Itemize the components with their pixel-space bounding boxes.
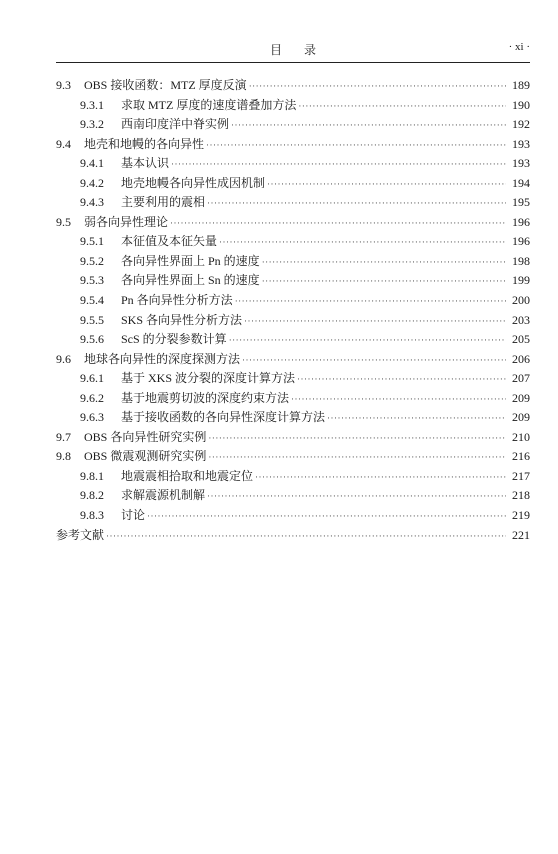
toc-entry-number: 9.5 — [56, 214, 71, 229]
toc-entry-page: 193 — [512, 156, 530, 171]
toc-entry-title: 各向异性界面上 Sn 的速度 — [121, 273, 260, 288]
toc-entry-number: 9.5.2 — [80, 253, 104, 268]
toc-entry-title: 地震震相拾取和地震定位 — [121, 468, 254, 483]
toc-entry-number: 9.3.1 — [80, 97, 104, 112]
dot-leader — [298, 97, 506, 117]
toc-entry-page: 196 — [512, 234, 530, 249]
toc-entry-number: 9.5.4 — [80, 293, 104, 308]
dot-leader — [147, 507, 506, 527]
toc-entry-title: 基于接收函数的各向异性深度计算方法 — [121, 410, 326, 425]
toc-entry-page: 195 — [512, 195, 530, 210]
toc-entry-title: 地球各向异性的深度探测方法 — [84, 351, 241, 366]
toc-entry-page: 219 — [512, 508, 530, 523]
dot-leader — [249, 77, 506, 97]
toc-entry-title: 基于 XKS 波分裂的深度计算方法 — [121, 371, 296, 386]
toc-entry-page: 199 — [512, 273, 530, 288]
toc-entry-title: 西南印度洋中脊实例 — [121, 117, 230, 132]
toc-entry-page: 189 — [512, 78, 530, 92]
toc-entry[interactable] — [56, 408, 530, 428]
toc-entry-page: 210 — [512, 429, 530, 444]
toc-entry[interactable] — [56, 467, 530, 487]
page-header — [56, 40, 530, 60]
toc-entry[interactable] — [56, 213, 530, 233]
toc-entry-number: 9.3 — [56, 78, 71, 92]
toc-entry-number: 9.5.6 — [80, 332, 104, 347]
dot-leader — [207, 487, 506, 507]
dot-leader — [235, 292, 506, 312]
toc-entry[interactable] — [56, 330, 530, 350]
toc-entry-number: 9.6.1 — [80, 371, 104, 386]
toc-entry-number: 9.4.3 — [80, 195, 104, 210]
toc-entry-page: 217 — [512, 468, 530, 483]
dot-leader — [231, 116, 506, 136]
toc-entry[interactable] — [56, 76, 530, 96]
toc-entry-number: 9.6.3 — [80, 410, 104, 425]
toc-entry[interactable] — [56, 447, 530, 467]
dot-leader — [267, 175, 506, 195]
toc-entry-title: OBS 微震观测研究实例 — [84, 449, 207, 464]
toc-entry-title: 本征值及本征矢量 — [121, 234, 218, 249]
table-of-contents — [56, 76, 530, 545]
toc-entry-title: OBS 各向异性研究实例 — [84, 429, 207, 444]
toc-entry-title: 地壳和地幔的各向异性 — [84, 136, 205, 151]
toc-entry-page: 190 — [512, 97, 530, 112]
toc-entry[interactable] — [56, 174, 530, 194]
toc-entry-page: 209 — [512, 410, 530, 425]
dot-leader — [327, 409, 506, 429]
toc-entry[interactable] — [56, 291, 530, 311]
toc-entry[interactable] — [56, 389, 530, 409]
toc-entry-number: 9.8.1 — [80, 468, 104, 483]
toc-entry-title: OBS 接收函数：MTZ 厚度反演 — [84, 78, 247, 92]
toc-entry-page: 203 — [512, 312, 530, 327]
toc-entry-title: 各向异性界面上 Pn 的速度 — [121, 253, 260, 268]
toc-entry-title: 基于地震剪切波的深度约束方法 — [121, 390, 290, 405]
toc-entry-title: 地壳地幔各向异性成因机制 — [121, 175, 266, 190]
toc-entry-number: 9.8.3 — [80, 508, 104, 523]
toc-entry-page: 209 — [512, 390, 530, 405]
dot-leader — [244, 312, 506, 332]
toc-entry[interactable] — [56, 154, 530, 174]
toc-entry[interactable] — [56, 135, 530, 155]
toc-entry-title: Pn 各向异性分析方法 — [121, 293, 233, 308]
dot-leader — [207, 194, 506, 214]
toc-entry-number: 9.8.2 — [80, 488, 104, 503]
dot-leader — [219, 233, 506, 253]
toc-entry-page: 221 — [512, 527, 530, 542]
dot-leader — [171, 155, 506, 175]
toc-entry-title: 主要利用的震相 — [121, 195, 206, 210]
toc-entry[interactable] — [56, 193, 530, 213]
toc-entry[interactable] — [56, 252, 530, 272]
toc-entry-title: 基本认识 — [121, 156, 170, 171]
header-title: 目录 — [269, 43, 338, 57]
toc-entry[interactable] — [56, 369, 530, 389]
dot-leader — [262, 253, 506, 273]
toc-entry-title: ScS 的分裂参数计算 — [121, 332, 227, 347]
toc-entry-page: 206 — [512, 351, 530, 366]
toc-entry-page: 196 — [512, 214, 530, 229]
toc-entry[interactable] — [56, 428, 530, 448]
toc-entry-number: 9.3.2 — [80, 117, 104, 132]
toc-entry-page: 218 — [512, 488, 530, 503]
dot-leader — [262, 272, 506, 292]
toc-entry-title: 求取 MTZ 厚度的速度谱叠加方法 — [121, 97, 297, 112]
toc-entry-number: 9.4 — [56, 136, 71, 151]
toc-entry-title: 参考文献 — [56, 527, 105, 542]
toc-entry-number: 9.5.1 — [80, 234, 104, 249]
toc-entry-number: 9.4.2 — [80, 175, 104, 190]
toc-entry-page: 207 — [512, 371, 530, 386]
toc-entry-page: 200 — [512, 293, 530, 308]
toc-entry[interactable] — [56, 350, 530, 370]
toc-entry-page: 194 — [512, 175, 530, 190]
toc-entry-page: 205 — [512, 332, 530, 347]
dot-leader — [242, 351, 506, 371]
toc-entry-title: 求解震源机制解 — [121, 488, 206, 503]
toc-entry[interactable] — [56, 486, 530, 506]
toc-entry[interactable] — [56, 96, 530, 116]
toc-entry[interactable] — [56, 232, 530, 252]
dot-leader — [208, 448, 506, 468]
toc-entry-page: 192 — [512, 117, 530, 132]
dot-leader — [297, 370, 506, 390]
toc-entry-page: 193 — [512, 136, 530, 151]
toc-entry-title: 讨论 — [121, 508, 146, 523]
toc-entry-page: 198 — [512, 253, 530, 268]
toc-entry[interactable] — [56, 115, 530, 135]
toc-entry-number: 9.7 — [56, 429, 71, 444]
toc-entry-number: 9.6 — [56, 351, 71, 366]
dot-leader — [206, 136, 506, 156]
dot-leader — [170, 214, 506, 234]
dot-leader — [106, 527, 506, 547]
dot-leader — [291, 390, 506, 410]
header-rule — [56, 62, 530, 63]
dot-leader — [208, 429, 506, 449]
toc-entry-page: 216 — [512, 449, 530, 464]
toc-entry[interactable] — [56, 271, 530, 291]
toc-entry[interactable] — [56, 506, 530, 526]
toc-entry-number: 9.6.2 — [80, 390, 104, 405]
toc-entry-number: 9.8 — [56, 449, 71, 464]
toc-entry-number: 9.5.3 — [80, 273, 104, 288]
header-page-number: · xi · — [508, 41, 530, 53]
dot-leader — [255, 468, 506, 488]
toc-entry-title: 弱各向异性理论 — [84, 214, 169, 229]
toc-entry-number: 9.5.5 — [80, 312, 104, 327]
dot-leader — [229, 331, 506, 351]
toc-entry-number: 9.4.1 — [80, 156, 104, 171]
toc-entry[interactable] — [56, 311, 530, 331]
toc-entry[interactable] — [56, 526, 530, 546]
toc-entry-title: SKS 各向异性分析方法 — [121, 312, 243, 327]
